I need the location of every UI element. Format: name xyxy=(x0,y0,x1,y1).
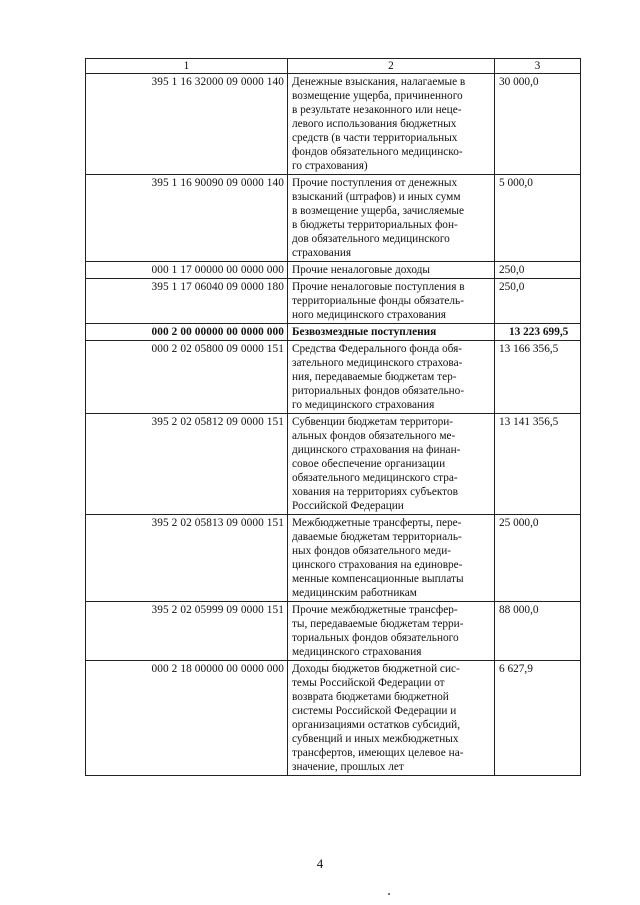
description-line: трансфертов, имеющих целевое на- xyxy=(292,747,464,759)
budget-revenue-table xyxy=(85,58,581,776)
revenue-description xyxy=(288,262,495,279)
amount-value: 6 627,9 xyxy=(495,661,581,776)
description-line: дов обязательного медицинского xyxy=(292,233,450,245)
amount-value: 13 141 356,5 xyxy=(495,414,581,515)
budget-classification-code: 395 2 02 05812 09 0000 151 xyxy=(86,414,288,515)
description-line: ния, передаваемые бюджетам тер- xyxy=(292,371,457,383)
description-line: альных фондов обязательного ме- xyxy=(292,430,456,442)
description-line: Прочие межбюджетные трансфер- xyxy=(292,604,458,616)
amount-value: 13 166 356,5 xyxy=(495,341,581,414)
description-line: организациями остатков субсидий, xyxy=(292,719,461,731)
description-line: даваемые бюджетам территориаль- xyxy=(292,531,462,543)
table-row xyxy=(86,324,581,341)
description-line: риториальных фондов обязательно- xyxy=(292,385,465,397)
description-line: ного медицинского страхования xyxy=(292,309,446,321)
description-line: ных фондов обязательного меди- xyxy=(292,545,451,557)
description-line: территориальные фонды обязатель- xyxy=(292,295,464,307)
revenue-description xyxy=(288,74,495,175)
table-body xyxy=(86,74,581,776)
amount-value: 13 223 699,5 xyxy=(495,324,581,341)
revenue-description xyxy=(288,324,495,341)
table-row xyxy=(86,279,581,324)
table-row xyxy=(86,515,581,602)
description-line: возврата бюджетами бюджетной xyxy=(292,691,449,703)
header-col-code: 1 xyxy=(86,59,288,74)
description-line: совое обеспечение организации xyxy=(292,458,446,470)
table-row xyxy=(86,175,581,262)
amount-value: 250,0 xyxy=(495,279,581,324)
table-row xyxy=(86,602,581,661)
table-header xyxy=(86,59,581,74)
description-line: средств (в части территориальных xyxy=(292,132,458,144)
description-line: ты, передаваемые бюджетам терри- xyxy=(292,618,464,630)
header-col-description: 2 xyxy=(288,59,495,74)
description-line: темы Российской Федерации от xyxy=(292,677,445,689)
revenue-description xyxy=(288,414,495,515)
revenue-description xyxy=(288,661,495,776)
budget-classification-code: 395 2 02 05999 09 0000 151 xyxy=(86,602,288,661)
table-row xyxy=(86,341,581,414)
amount-value: 250,0 xyxy=(495,262,581,279)
description-line: цинского страхования на единовре- xyxy=(292,559,463,571)
description-line: системы Российской Федерации и xyxy=(292,705,457,717)
table-row xyxy=(86,74,581,175)
description-line: Безвозмездные поступления xyxy=(292,326,437,338)
description-line: Прочие неналоговые доходы xyxy=(292,264,430,276)
description-line: ториальных фондов обязательного xyxy=(292,632,459,644)
description-line: Средства Федерального фонда обя- xyxy=(292,343,463,355)
amount-value: 88 000,0 xyxy=(495,602,581,661)
description-line: Доходы бюджетов бюджетной сис- xyxy=(292,663,460,675)
description-line: страхования xyxy=(292,247,352,259)
amount-value: 30 000,0 xyxy=(495,74,581,175)
budget-classification-code: 000 2 02 05800 09 0000 151 xyxy=(86,341,288,414)
description-line: го страхования) xyxy=(292,160,368,172)
budget-classification-code: 395 1 16 32000 09 0000 140 xyxy=(86,74,288,175)
budget-classification-code: 000 1 17 00000 00 0000 000 xyxy=(86,262,288,279)
description-line: Российской Федерации xyxy=(292,500,404,512)
table-row xyxy=(86,661,581,776)
description-line: значение, прошлых лет xyxy=(292,761,404,773)
page-number: 4 xyxy=(316,856,324,871)
budget-classification-code: 000 2 00 00000 00 0000 000 xyxy=(86,324,288,341)
description-line: менные компенсационные выплаты xyxy=(292,573,464,585)
description-line: левого использования бюджетных xyxy=(292,118,457,130)
description-line: взысканий (штрафов) и иных сумм xyxy=(292,191,461,203)
revenue-description xyxy=(288,602,495,661)
revenue-description xyxy=(288,175,495,262)
revenue-description xyxy=(288,279,495,324)
description-line: медицинского страхования xyxy=(292,646,422,658)
budget-classification-code: 395 2 02 05813 09 0000 151 xyxy=(86,515,288,602)
description-line: Прочие поступления от денежных xyxy=(292,177,458,189)
description-line: зательного медицинского страхова- xyxy=(292,357,463,369)
description-line: возмещение ущерба, причиненного xyxy=(292,90,463,102)
revenue-description xyxy=(288,341,495,414)
description-line: Денежные взыскания, налагаемые в xyxy=(292,76,466,88)
description-line: Прочие неналоговые поступления в xyxy=(292,281,465,293)
table-row xyxy=(86,414,581,515)
description-line: дицинского страхования на финан- xyxy=(292,444,461,456)
budget-classification-code: 000 2 18 00000 00 0000 000 xyxy=(86,661,288,776)
description-line: го медицинского страхования xyxy=(292,399,435,411)
budget-classification-code: 395 1 16 90090 09 0000 140 xyxy=(86,175,288,262)
header-row xyxy=(86,59,581,74)
description-line: медицинским работникам xyxy=(292,587,417,599)
description-line: субвенций и иных межбюджетных xyxy=(292,733,459,745)
revenue-description xyxy=(288,515,495,602)
scan-dot-mark xyxy=(388,893,390,895)
description-line: хования на территориях субъектов xyxy=(292,486,458,498)
description-line: Субвенции бюджетам территори- xyxy=(292,416,454,428)
description-line: в результате незаконного или неце- xyxy=(292,104,462,116)
description-line: Межбюджетные трансферты, пере- xyxy=(292,517,462,529)
description-line: фондов обязательного медицинско- xyxy=(292,146,463,158)
description-line: в возмещение ущерба, зачисляемые xyxy=(292,205,464,217)
description-line: обязательного медицинского стра- xyxy=(292,472,458,484)
description-line: в бюджеты территориальных фон- xyxy=(292,219,458,231)
amount-value: 5 000,0 xyxy=(495,175,581,262)
header-col-amount: 3 xyxy=(495,59,581,74)
budget-classification-code: 395 1 17 06040 09 0000 180 xyxy=(86,279,288,324)
table-row xyxy=(86,262,581,279)
amount-value: 25 000,0 xyxy=(495,515,581,602)
